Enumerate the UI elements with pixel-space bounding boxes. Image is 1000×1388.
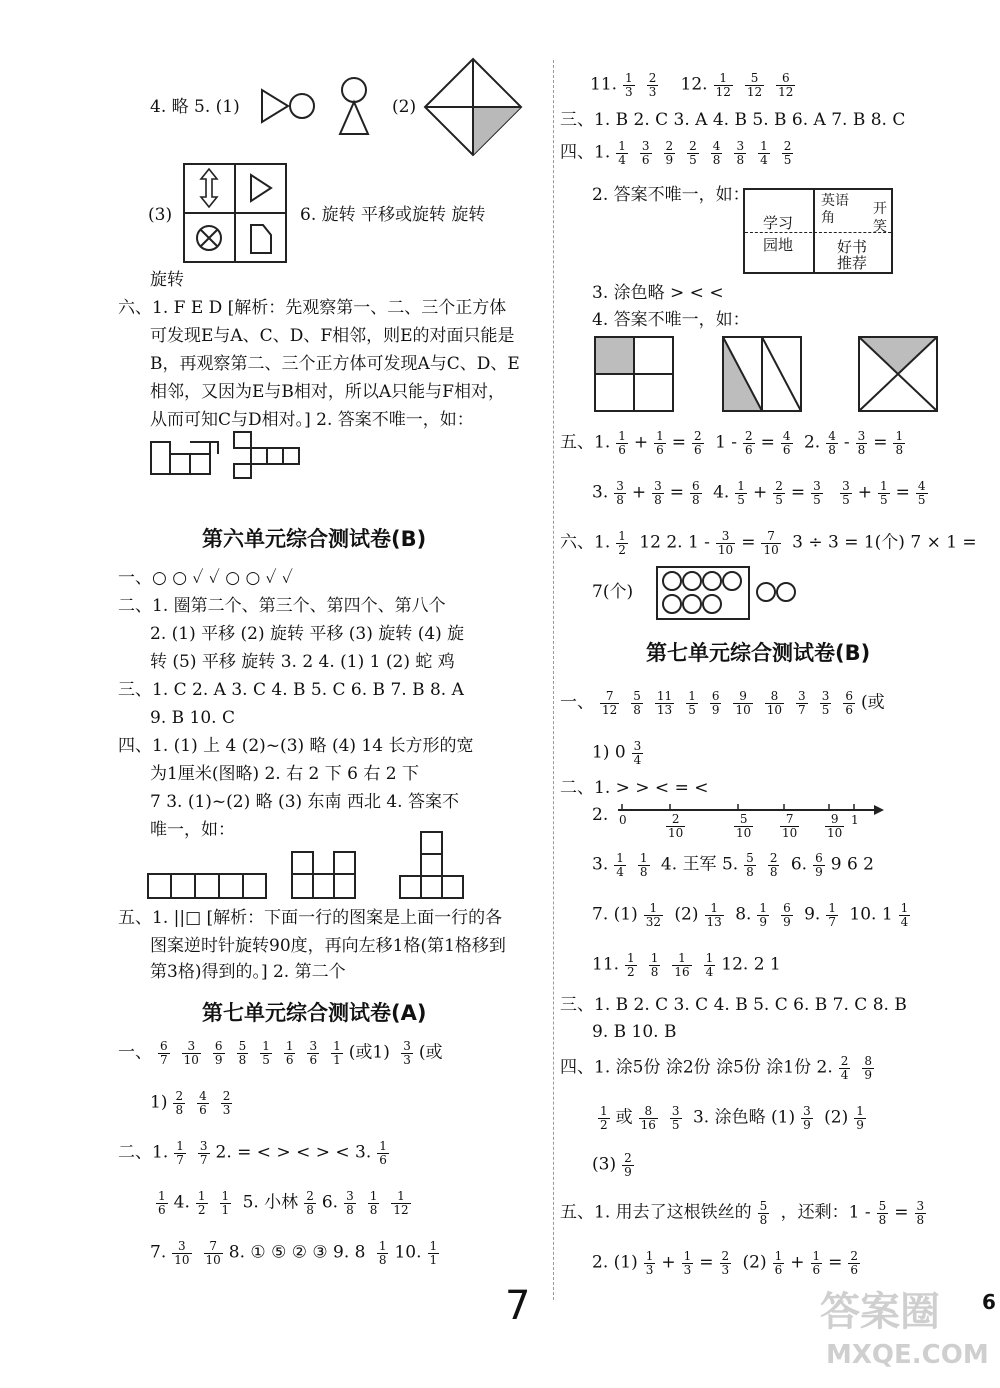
board-label-goodbook: 好书 <box>837 238 868 256</box>
fraction: $\frac{1}{3}$ <box>683 1249 692 1277</box>
fraction: $\frac{6}{6}$ <box>845 689 853 717</box>
fraction: $\frac{2}{5}$ <box>775 479 783 507</box>
right-b10: 四、1. 涂5份 涂2份 涂5份 涂1份 2. $\frac{2}{4}$ $\frac{8}{9}$ <box>560 1054 873 1082</box>
fraction: $\frac{3}{8}$ <box>654 479 662 507</box>
fraction: $\frac{3}{6}$ <box>309 1039 318 1067</box>
fraction: $\frac{8}{10}$ <box>766 689 783 717</box>
right-b14: 2. (1) $\frac{1}{3}$ + $\frac{1}{3}$ = $\frac{2}{3}$ (2) $\frac{1}{6}$ + $\frac{1}{6}$ = $\frac{2}{6}$ <box>592 1249 859 1277</box>
fraction: $\frac{8}{16}$ <box>640 1104 656 1132</box>
fraction: $\frac{1}{2}$ <box>197 1189 206 1217</box>
right-r10: 7(个) <box>592 582 634 602</box>
circle-triangle-figure <box>330 76 380 138</box>
fraction: $\frac{1}{6}$ <box>812 1249 821 1277</box>
left-s10: 唯一，如： <box>150 820 235 840</box>
left-a3: 二、1. $\frac{1}{7}$ $\frac{3}{7}$ 2. = < > < > < 3. $\frac{1}{6}$ <box>118 1139 387 1167</box>
fraction: $\frac{3}{8}$ <box>616 479 624 507</box>
right-b7: 11. $\frac{1}{2}$ $\frac{1}{8}$ $\frac{1}{16}$ $\frac{1}{4}$ 12. 2 1 <box>592 951 781 979</box>
right-r9: 六、1. $\frac{1}{2}$ 12 2. 1 - $\frac{3}{10}$ = $\frac{7}{10}$ 3 ÷ 3 = 1(个) 7 × 1 = <box>560 529 977 557</box>
left-line-4: 六、1. F E D [解析：先观察第一、二、三个正方体 <box>118 298 507 318</box>
fraction: $\frac{1}{6}$ <box>656 429 664 457</box>
fraction: $\frac{8}{9}$ <box>864 1054 873 1082</box>
fraction: $\frac{2}{8}$ <box>175 1089 184 1117</box>
fraction: $\frac{3}{5}$ <box>671 1104 680 1132</box>
fraction: $\frac{3}{5}$ <box>813 479 821 507</box>
fraction: $\frac{3}{9}$ <box>803 1104 811 1132</box>
right-r3: 四、1. $\frac{1}{4}$ $\frac{3}{6}$ $\frac{2}{9}$ $\frac{2}{5}$ $\frac{4}{8}$ $\frac{3}{8}$ $\frac{1}{4}$ $\frac{2}{5}$ <box>560 139 792 167</box>
fraction: $\frac{3}{7}$ <box>199 1139 208 1167</box>
fraction: $\frac{1}{5}$ <box>880 479 888 507</box>
fraction: $\frac{1}{5}$ <box>737 479 745 507</box>
fraction: $\frac{5}{8}$ <box>238 1039 247 1067</box>
fraction: $\frac{7}{10}$ <box>763 529 779 557</box>
fraction: $\frac{1}{6}$ <box>285 1039 294 1067</box>
right-r1: 11. $\frac{1}{3}$ $\frac{2}{3}$ 12. $\frac{1}{12}$ $\frac{5}{12}$ $\frac{6}{12}$ <box>590 71 794 99</box>
fraction: $\frac{1}{4}$ <box>705 951 714 979</box>
left-s12: 图案逆时针旋转90度，再向左移1格(第1格移到 <box>150 936 506 956</box>
fraction: $\frac{1}{5}$ <box>688 689 696 717</box>
fraction: $\frac{6}{9}$ <box>214 1039 223 1067</box>
right-b8: 三、1. B 2. C 3. C 4. B 5. C 6. B 7. C 8. B <box>560 995 907 1015</box>
classroom-board-figure <box>743 188 893 274</box>
fraction: $\frac{1}{1}$ <box>333 1039 341 1067</box>
fraction: $\frac{1}{4}$ <box>618 139 626 167</box>
fraction: $\frac{4}{8}$ <box>828 429 836 457</box>
fraction: $\frac{1}{16}$ <box>674 951 690 979</box>
fraction: $\frac{3}{10}$ <box>183 1039 199 1067</box>
right-b13: 五、1. 用去了这根铁丝的 $\frac{5}{8}$ ，还剩：1 - $\frac{5}{8}$ = $\frac{3}{8}$ <box>560 1199 925 1227</box>
diamond-figure <box>424 58 522 156</box>
fraction: $\frac{3}{8}$ <box>916 1199 925 1227</box>
fraction: $\frac{1}{8}$ <box>378 1239 387 1267</box>
fraction: $\frac{2}{3}$ <box>721 1249 730 1277</box>
fraction: $\frac{2}{8}$ <box>769 851 778 879</box>
left-line-2: (3) <box>148 205 173 225</box>
fraction: $\frac{1}{3}$ <box>645 1249 654 1277</box>
fraction: $\frac{1}{32}$ <box>645 901 661 929</box>
right-r5: 3. 涂色略 > < < <box>592 283 724 303</box>
fraction: $\frac{4}{6}$ <box>782 429 791 457</box>
fraction: $\frac{2}{9}$ <box>665 139 674 167</box>
board-label-open: 开 <box>873 201 887 217</box>
left-s4: 转 (5) 平移 旋转 3. 2 4. (1) 1 (2) 蛇 鸡 <box>150 652 455 672</box>
fraction: $\frac{5}{8}$ <box>633 689 641 717</box>
board-label-study: 学习 <box>763 214 794 232</box>
board-label-english: 英语 <box>821 193 849 209</box>
fraction: $\frac{3}{10}$ <box>174 1239 190 1267</box>
fraction: $\frac{1}{8}$ <box>369 1189 378 1217</box>
fraction: $\frac{1}{8}$ <box>639 851 648 879</box>
fraction: $\frac{5}{8}$ <box>746 851 754 879</box>
left-s2: 二、1. 圈第二个、第三个、第四个、第八个 <box>118 596 446 616</box>
fraction: $\frac{9}{10}$ <box>827 812 843 840</box>
fraction: $\frac{2}{5}$ <box>689 139 697 167</box>
right-b3: 二、1. > > < = < <box>560 778 709 798</box>
right-b6: 7. (1) $\frac{1}{32}$ (2) $\frac{1}{13}$ 8. $\frac{1}{9}$ $\frac{6}{9}$ 9. $\frac{1}{7}$ 10. 1 $\frac{1}{4}$ <box>592 901 909 929</box>
right-b11: $\frac{1}{2}$ 或 $\frac{8}{16}$ $\frac{3}{5}$ 3. 涂色略 (1) $\frac{3}{9}$ (2) $\frac{1}{9}$ <box>600 1104 864 1132</box>
fraction: $\frac{1}{6}$ <box>158 1189 166 1217</box>
right-r6: 4. 答案不唯一，如： <box>592 310 750 330</box>
fraction: $\frac{1}{6}$ <box>618 429 626 457</box>
fraction: $\frac{1}{7}$ <box>176 1139 184 1167</box>
fraction: $\frac{2}{9}$ <box>624 1151 632 1179</box>
shaded-square-1 <box>594 336 674 412</box>
title-unit7-b: 第七单元综合测试卷(B) <box>646 641 871 665</box>
fraction: $\frac{6}{9}$ <box>783 901 791 929</box>
left-s1: 一、○ ○ ✓ ✓ ○ ○ ✓ ✓ <box>118 568 294 588</box>
fraction: $\frac{1}{4}$ <box>760 139 768 167</box>
fraction: $\frac{2}{3}$ <box>648 71 657 99</box>
fraction: $\frac{1}{4}$ <box>900 901 909 929</box>
fraction: $\frac{6}{12}$ <box>778 71 794 99</box>
fraction: $\frac{2}{6}$ <box>745 429 753 457</box>
board-label-laugh: 笑 <box>873 219 887 235</box>
circles-figure <box>656 566 801 620</box>
fraction: $\frac{2}{5}$ <box>783 139 792 167</box>
fraction: $\frac{6}{7}$ <box>160 1039 168 1067</box>
numline-one: 1 <box>851 813 859 827</box>
numline-frac-3 <box>774 813 805 839</box>
right-b4: 2. <box>592 805 609 825</box>
fraction: $\frac{3}{3}$ <box>403 1039 411 1067</box>
left-line-3: 旋转 <box>150 270 184 290</box>
left-line-7: 相邻，又因为E与B相对，所以A只能与F相对， <box>150 382 505 402</box>
numline-frac-4 <box>819 813 850 839</box>
fraction: $\frac{2}{6}$ <box>850 1249 859 1277</box>
net-figure-2 <box>233 430 303 480</box>
fraction: $\frac{1}{2}$ <box>600 1104 608 1132</box>
block-figure-1 <box>147 870 267 900</box>
fraction: $\frac{3}{6}$ <box>641 139 650 167</box>
left-s9: 7 3. (1)~(2) 略 (3) 东南 西北 4. 答案不 <box>150 792 459 812</box>
left-s5: 三、1. C 2. A 3. C 4. B 5. C 6. B 7. B 8. A <box>118 680 464 700</box>
left-s7: 四、1. (1) 上 4 (2)~(3) 略 (4) 14 长方形的宽 <box>118 736 474 756</box>
fraction: $\frac{4}{6}$ <box>199 1089 207 1117</box>
fraction: $\frac{7}{10}$ <box>782 812 798 840</box>
fraction: $\frac{6}{8}$ <box>692 479 700 507</box>
grid-icons-figure <box>183 163 287 263</box>
right-r4: 2. 答案不唯一，如： <box>592 185 750 205</box>
right-r7: 五、1. $\frac{1}{6}$ + $\frac{1}{6}$ = $\frac{2}{6}$ 1 - $\frac{2}{6}$ = $\frac{4}{6}$ 2. $\frac{4}{8}$ - $\frac{3}{8}$ = $\frac{1}{8}$ <box>560 429 904 457</box>
fraction: $\frac{1}{9}$ <box>856 1104 864 1132</box>
left-a2: 1) $\frac{2}{8}$ $\frac{4}{6}$ $\frac{2}{3}$ <box>150 1089 231 1117</box>
right-r2: 三、1. B 2. C 3. A 4. B 5. B 6. A 7. B 8. C <box>560 110 906 130</box>
fraction: $\frac{1}{8}$ <box>895 429 904 457</box>
fraction: $\frac{5}{10}$ <box>736 812 752 840</box>
fraction: $\frac{9}{10}$ <box>735 689 751 717</box>
fraction: $\frac{3}{5}$ <box>842 479 850 507</box>
numline-zero: 0 <box>619 813 627 827</box>
right-r8: 3. $\frac{3}{8}$ + $\frac{3}{8}$ = $\frac{6}{8}$ 4. $\frac{1}{5}$ + $\frac{2}{5}$ = $\frac{3}{5}$ $\frac{3}{5}$ + $\frac{1}{5}$ = $\frac{4}{5}$ <box>592 479 926 507</box>
right-b5: 3. $\frac{1}{4}$ $\frac{1}{8}$ 4. 王军 5. $\frac{5}{8}$ $\frac{2}{8}$ 6. $\frac{6}{9}$ 9 6 2 <box>592 851 874 879</box>
left-s13: 第3格)得到的。] 2. 第二个 <box>150 962 346 982</box>
fraction: $\frac{1}{1}$ <box>221 1189 230 1217</box>
numline-frac-1 <box>660 813 691 839</box>
fraction: $\frac{1}{13}$ <box>706 901 722 929</box>
left-line-6: B，再观察第二、三个正方体可发现A与C、D、E <box>150 354 520 374</box>
fraction: $\frac{3}{7}$ <box>798 689 806 717</box>
fraction: $\frac{2}{6}$ <box>694 429 702 457</box>
right-b9: 9. B 10. B <box>592 1022 677 1042</box>
fraction: $\frac{4}{5}$ <box>917 479 926 507</box>
fraction: $\frac{2}{10}$ <box>668 812 684 840</box>
page-mark: 7 <box>505 1283 531 1329</box>
watermark-url: MXQE.COM <box>826 1340 989 1370</box>
column-divider <box>553 60 554 1300</box>
left-line-1: 4. 略 5. (1) <box>150 97 240 117</box>
fraction: $\frac{1}{6}$ <box>774 1249 783 1277</box>
fraction: $\frac{1}{2}$ <box>618 529 626 557</box>
left-a4: $\frac{1}{6}$ 4. $\frac{1}{2}$ $\frac{1}{1}$ 5. 小林 $\frac{2}{8}$ 6. $\frac{3}{8}$ $\frac{1}{8}$ $\frac{1}{12}$ <box>158 1189 409 1217</box>
fraction: $\frac{1}{6}$ <box>379 1139 387 1167</box>
board-label-recommend: 推荐 <box>837 254 868 272</box>
fraction: $\frac{3}{4}$ <box>633 739 642 767</box>
fraction: $\frac{5}{8}$ <box>878 1199 887 1227</box>
shaded-square-2 <box>722 336 802 412</box>
fraction: $\frac{3}{8}$ <box>346 1189 354 1217</box>
fraction: $\frac{6}{9}$ <box>711 689 720 717</box>
title-unit7-a: 第七单元综合测试卷(A) <box>202 1001 427 1025</box>
numline-frac-2 <box>728 813 759 839</box>
shaded-square-3 <box>858 336 938 412</box>
fraction: $\frac{5}{8}$ <box>759 1199 768 1227</box>
fraction: $\frac{1}{9}$ <box>759 901 768 929</box>
left-s3: 2. (1) 平移 (2) 旋转 平移 (3) 旋转 (4) 旋 <box>150 624 465 644</box>
block-figure-3 <box>398 830 468 900</box>
fraction: $\frac{7}{12}$ <box>602 689 618 717</box>
fraction: $\frac{1}{7}$ <box>828 901 836 929</box>
left-line-1b: (2) <box>392 97 417 117</box>
left-s6: 9. B 10. C <box>150 708 235 728</box>
fraction: $\frac{4}{8}$ <box>712 139 721 167</box>
fraction: $\frac{1}{12}$ <box>393 1189 409 1217</box>
left-s11: 五、1. ||□ [解析：下面一行的图案是上面一行的各 <box>118 908 503 928</box>
fraction: $\frac{1}{8}$ <box>650 951 659 979</box>
fraction: $\frac{3}{5}$ <box>821 689 830 717</box>
fraction: $\frac{3}{8}$ <box>736 139 745 167</box>
left-a5: 7. $\frac{3}{10}$ $\frac{7}{10}$ 8. ① ⑤ ② ③ 9. 8 $\frac{1}{8}$ 10. $\frac{1}{1}$ <box>150 1239 438 1267</box>
triangle-circle-figure <box>262 88 322 124</box>
fraction: $\frac{6}{9}$ <box>815 851 823 879</box>
fraction: $\frac{1}{4}$ <box>616 851 624 879</box>
board-label-corner: 角 <box>821 210 835 226</box>
right-b12: (3) $\frac{2}{9}$ <box>592 1151 632 1179</box>
fraction: $\frac{1}{5}$ <box>262 1039 270 1067</box>
left-line-2b: 6. 旋转 平移或旋转 旋转 <box>300 205 486 225</box>
fraction: $\frac{1}{1}$ <box>429 1239 438 1267</box>
right-b2: 1) 0 $\frac{3}{4}$ <box>592 739 642 767</box>
left-line-8: 从而可知C与D相对。] 2. 答案不唯一，如： <box>150 410 474 430</box>
net-figure-1 <box>150 432 220 477</box>
fraction: $\frac{5}{12}$ <box>746 71 763 99</box>
title-unit6-b: 第六单元综合测试卷(B) <box>202 527 427 551</box>
block-figure-2 <box>290 850 360 900</box>
fraction: $\frac{2}{4}$ <box>840 1054 849 1082</box>
board-label-garden: 园地 <box>763 236 794 254</box>
fraction: $\frac{2}{8}$ <box>306 1189 314 1217</box>
fraction: $\frac{7}{10}$ <box>205 1239 221 1267</box>
fraction: $\frac{2}{3}$ <box>222 1089 231 1117</box>
left-s8: 为1厘米(图略) 2. 右 2 下 6 右 2 下 <box>150 764 419 784</box>
page-number: 6 <box>982 1290 996 1314</box>
left-line-5: 可发现E与A、C、D、F相邻，则E的对面只能是 <box>150 326 515 346</box>
fraction: $\frac{1}{2}$ <box>627 951 635 979</box>
fraction: $\frac{3}{10}$ <box>717 529 734 557</box>
fraction: $\frac{1}{12}$ <box>715 71 731 99</box>
fraction: $\frac{1}{3}$ <box>625 71 633 99</box>
fraction: $\frac{11}{13}$ <box>656 689 673 717</box>
watermark-logo: 答案圈 <box>820 1289 940 1335</box>
fraction: $\frac{3}{8}$ <box>857 429 866 457</box>
right-b1: 一、 $\frac{7}{12}$ $\frac{5}{8}$ $\frac{11}{13}$ $\frac{1}{5}$ $\frac{6}{9}$ $\frac{9}{10}$ $\frac{8}{10}$ $\frac{3}{7}$ $\frac{3}{5}$ $\frac{6}{6}$ (或 <box>560 689 885 717</box>
left-a1: 一、 $\frac{6}{7}$ $\frac{3}{10}$ $\frac{6}{9}$ $\frac{5}{8}$ $\frac{1}{5}$ $\frac{1}{6}$ $\frac{3}{6}$ $\frac{1}{1}$ (或1) $\frac{3}{3}$ (或 <box>118 1039 443 1067</box>
